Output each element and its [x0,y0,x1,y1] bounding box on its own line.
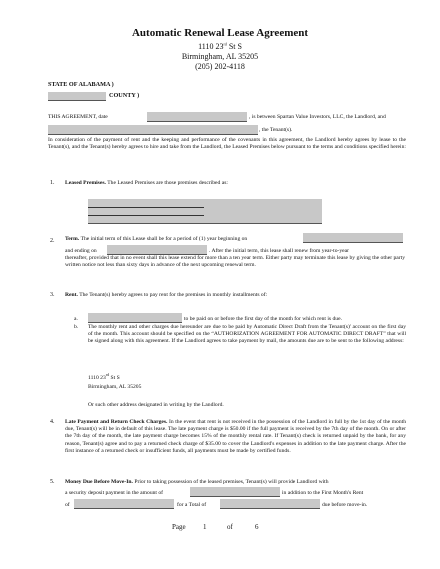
mail-address-line1: 1110 23rd St S [88,372,120,381]
tenant-name-field[interactable] [48,125,258,135]
header-address-line2: Birmingham, AL 35205 [181,52,259,61]
section-3-number: 3. [50,292,55,298]
page-number: 1 [203,523,207,531]
due-before-move-in-text: due before move-in. [322,502,368,508]
term-ending-label: and ending on [65,248,97,254]
section-2-line1: Term. The initial term of this Lease shall be for a period of (1) year beginning on [65,236,248,242]
section-4-number: 4. [50,419,55,425]
total-label: for a Total of [177,502,207,508]
state-label: STATE OF ALABAMA ) [48,81,114,88]
county-label: COUNTY ) [109,92,140,99]
section-5-number: 5. [50,479,55,485]
security-deposit-label: a security deposit payment in the amount of [65,490,164,496]
section-5-line1: Money Due Before Move-In. Prior to taking possession of the leased premises, Tenant(s) will provide Landlord with [65,479,329,485]
term-end-date-field[interactable] [107,245,207,255]
premises-line-2 [88,215,204,216]
agreement-parties-text: , is between Spartan Value Investors, LLC, the Landlord, and [249,114,386,120]
county-field[interactable] [48,92,106,101]
term-start-date-field[interactable] [303,233,403,243]
section-3a-letter: a. [74,316,78,322]
first-month-of-label: of [65,502,70,508]
section-3b-paragraph: The monthly rent and other charges due hereunder are due to be paid by Automatic Direct Draft from the Tenant(s)' account on the first day of the month. This account should be specified on the “AUTHORIZATION AGREEMENT FOR AUTOMATIC DIRECT DRAFT” that will be signed along with this agreement. If the Landlord agrees to take payment by mail, the amounts due are to be sent to the following address: [88,324,406,345]
term-renew-text: . After the initial term, this lease shall renew from year-to-year [209,248,349,254]
agreement-date-field[interactable] [147,112,247,122]
first-month-rent-field[interactable] [74,499,174,509]
section-3a-text: to be paid on or before the first day of the month for which rent is due. [184,316,342,322]
page-label: Page [172,523,186,531]
section-1-number: 1. [50,180,55,186]
tenants-label: , the Tenant(s). [259,127,293,133]
consideration-paragraph: In consideration of the payment of rent and the keeping and performance of the covenants in this agreement, the Landlord hereby agrees by lease to the Tenant(s), and the Tenant(s) hereby agrees to hire and take from the Landlord, the Leased Premises below pursuant to the terms and conditions specified herein: [48,137,406,151]
agreement-date-label: THIS AGREEMENT, date [48,114,108,120]
section-2-number: 2. [50,238,55,244]
section-3b-letter: b. [74,324,79,330]
premises-line-1 [88,207,204,208]
first-month-text: in addition to the First Month's Rent [282,490,364,496]
header-phone: (205) 202-4118 [195,62,245,71]
monthly-rent-field[interactable] [88,313,182,323]
page-of-label: of [227,523,233,531]
header-address-line1: 1110 23rd St S [198,41,242,51]
section-4-paragraph: Late Payment and Return Check Charges. In the event that rent is not received in the possession of the Landlord in full by the 1st day of the month due, Tenant(s) will be in default of this lease. The late payment charge is $50.00 if the full payment is received by the 7th day of the month. On or after the 7th day of the month, the late payment charge becomes 15% of the monthly rental rate. If Tenant(s) check is returned unpaid by the bank, for any reason, Tenant(s) agree and to pay a returned check charge of $35.00 to cover the Landlord's expenses in addition to the late payment charge. After the first instance of a returned check or insufficient funds, all payments must be made by certified funds. [65,419,406,454]
term-paragraph: thereafter, provided that in no event shall this lease extend for more than a ten year term. Either party may terminate this lease by giving the other party written notice not less than sixty days in advance of the next upcoming renewal term. [65,255,405,269]
document-title: Automatic Renewal Lease Agreement [131,27,309,39]
security-deposit-field[interactable] [190,487,280,497]
other-address-text: Or such other address designated in writing by the Landlord. [88,402,224,408]
page-total: 6 [255,523,259,531]
mail-address-line2: Birmingham, AL 35205 [88,384,142,390]
section-3-text: Rent. The Tenant(s) hereby agrees to pay rent for the premises in monthly installments of: [65,292,268,298]
leased-premises-field[interactable] [88,199,322,224]
total-amount-field[interactable] [220,499,320,509]
section-1-text: Leased Premises. The Leased Premises are those premises described as: [65,180,228,186]
